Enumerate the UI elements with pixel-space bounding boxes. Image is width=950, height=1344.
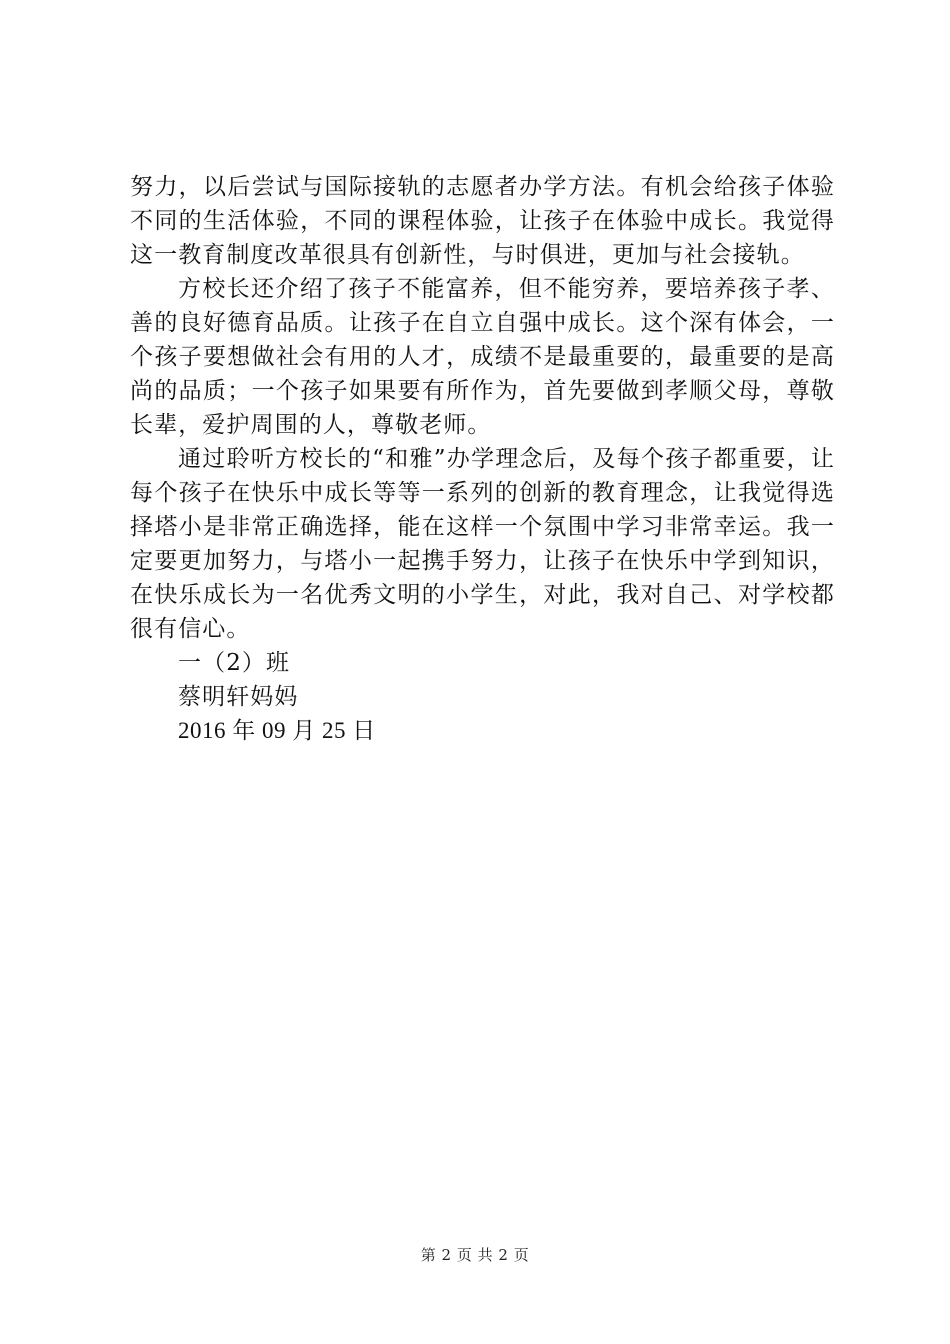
paragraph-continued: 努力，以后尝试与国际接轨的志愿者办学方法。有机会给孩子体验不同的生活体验，不同的课程体验，让孩子在体验中成长。我觉得这一教育制度改革很具有创新性，与时俱进，更加与社会接轨。	[130, 174, 835, 268]
signature-class: 一（2）班	[178, 650, 291, 676]
paragraph-school-philosophy: 通过聆听方校长的“和雅”办学理念后，及每个孩子都重要，让每个孩子在快乐中成长等等一系列的创新的教育理念，让我觉得选择塔小是非常正确选择，能在这样一个氛围中学习非常幸运。我一定要更加努力，与塔小一起携手努力，让孩子在快乐中学到知识，在快乐成长为一名优秀文明的小学生，对此，我对自己、对学校都很有信心。	[130, 446, 835, 642]
document-body	[130, 170, 835, 748]
signature-author: 蔡明轩妈妈	[178, 684, 299, 710]
page-footer: 第 2 页 共 2 页	[420, 1246, 530, 1264]
paragraph-moral-education: 方校长还介绍了孩子不能富养，但不能穷养，要培养孩子孝、善的良好德育品质。让孩子在自立自强中成长。这个深有体会，一个孩子要想做社会有用的人才，成绩不是最重要的，最重要的是高尚的品质；一个孩子如果要有所作为，首先要做到孝顺父母，尊敬长辈，爱护周围的人，尊敬老师。	[130, 276, 835, 438]
signature-date: 2016 年 09 月 25 日	[178, 718, 376, 743]
